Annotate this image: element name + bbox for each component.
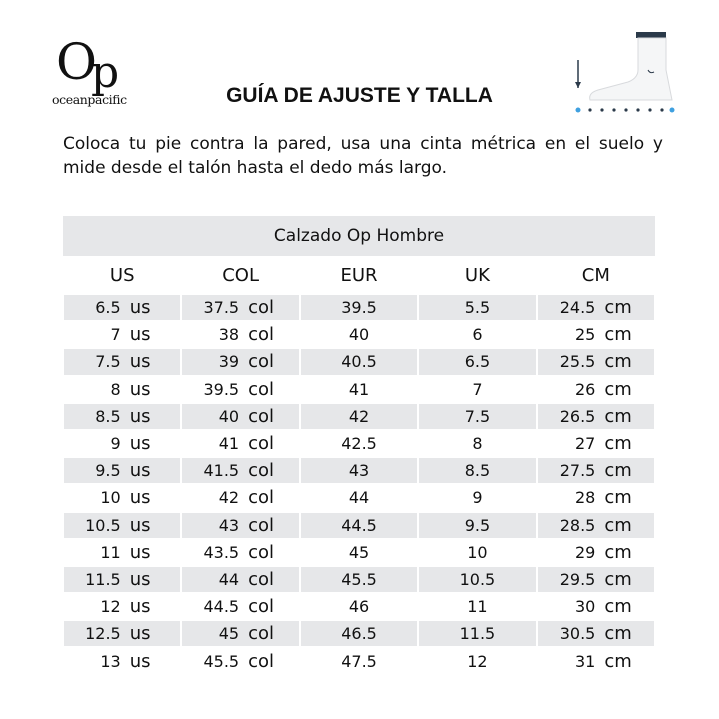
cell-cm [538, 322, 654, 347]
us-unit: us [129, 487, 151, 509]
col-unit: col [248, 324, 275, 346]
us-unit: us [129, 324, 151, 346]
cm-value: 29 [574, 542, 596, 562]
eur-value: 45.5 [341, 569, 377, 589]
cell-us [64, 295, 180, 320]
cell-eur [301, 567, 417, 592]
cell-uk [419, 377, 535, 402]
col-value: 42 [218, 488, 240, 508]
header-uk: UK [464, 264, 490, 286]
us-unit: us [129, 568, 151, 590]
cell-cm [538, 567, 654, 592]
table-header-row [63, 256, 655, 294]
cell-uk [419, 349, 535, 374]
cm-value: 25 [574, 325, 596, 345]
col-value: 41.5 [203, 461, 240, 481]
table-row [63, 539, 655, 566]
us-value: 12 [100, 597, 121, 617]
uk-value: 7.5 [464, 406, 491, 426]
cell-cm [538, 485, 654, 510]
cell-col [182, 648, 298, 673]
cell-eur [301, 540, 417, 565]
us-value: 12.5 [85, 624, 121, 644]
cm-value: 24.5 [559, 298, 596, 318]
cell-cm [538, 621, 654, 646]
cell-eur [301, 377, 417, 402]
cm-unit: cm [604, 297, 632, 319]
cell-col [182, 485, 298, 510]
eur-value: 44.5 [341, 515, 377, 535]
cell-col [182, 431, 298, 456]
uk-value: 7 [472, 379, 483, 399]
us-value: 9 [110, 434, 121, 454]
us-unit: us [129, 433, 151, 455]
cell-eur [301, 648, 417, 673]
col-unit: col [248, 433, 275, 455]
cell-cm [538, 349, 654, 374]
us-value: 7.5 [95, 352, 121, 372]
cell-col [182, 295, 298, 320]
table-row [63, 457, 655, 484]
cell-col [182, 349, 298, 374]
cm-unit: cm [604, 324, 632, 346]
uk-value: 5.5 [464, 298, 491, 318]
us-unit: us [129, 405, 151, 427]
col-unit: col [248, 460, 275, 482]
uk-value: 8 [472, 434, 483, 454]
cell-col [182, 322, 298, 347]
cell-us [64, 431, 180, 456]
cell-us [64, 404, 180, 429]
cm-unit: cm [604, 568, 632, 590]
us-unit: us [129, 650, 151, 672]
us-unit: us [129, 297, 151, 319]
table-row [63, 376, 655, 403]
cell-col [182, 513, 298, 538]
eur-value: 46.5 [341, 624, 377, 644]
table-row [63, 484, 655, 511]
logo-wordmark: oceanpacific [52, 92, 127, 107]
cm-unit: cm [604, 541, 632, 563]
cell-us [64, 594, 180, 619]
cell-us [64, 540, 180, 565]
cell-eur [301, 349, 417, 374]
cell-uk [419, 540, 535, 565]
cell-col [182, 404, 298, 429]
header-eur: EUR [340, 264, 378, 286]
us-value: 8.5 [95, 406, 121, 426]
cell-us [64, 349, 180, 374]
col-value: 37.5 [203, 298, 240, 318]
uk-value: 9.5 [464, 515, 491, 535]
cell-col [182, 621, 298, 646]
instructions-text: Coloca tu pie contra la pared, usa una cinta métrica en el suelo y mide desde el talón hasta el dedo más largo. [63, 134, 663, 178]
cell-eur [301, 431, 417, 456]
us-unit: us [129, 351, 151, 373]
cell-uk [419, 485, 535, 510]
cm-value: 27.5 [559, 461, 596, 481]
table-row [63, 430, 655, 457]
cell-col [182, 377, 298, 402]
cell-cm [538, 431, 654, 456]
uk-value: 10.5 [459, 569, 496, 589]
cell-cm [538, 540, 654, 565]
cell-col [182, 458, 298, 483]
cell-eur [301, 322, 417, 347]
uk-value: 9 [472, 488, 483, 508]
cell-eur [301, 404, 417, 429]
us-value: 13 [100, 651, 121, 671]
table-row [63, 403, 655, 430]
us-value: 11 [100, 542, 121, 562]
us-value: 7 [110, 325, 121, 345]
uk-value: 10 [467, 542, 488, 562]
size-table [63, 216, 655, 675]
cell-uk [419, 322, 535, 347]
cell-uk [419, 594, 535, 619]
cm-unit: cm [604, 433, 632, 455]
cell-us [64, 513, 180, 538]
col-value: 45.5 [203, 651, 240, 671]
cell-us [64, 621, 180, 646]
uk-value: 12 [467, 651, 488, 671]
table-row [63, 512, 655, 539]
cm-value: 30 [574, 597, 596, 617]
cm-value: 29.5 [559, 569, 596, 589]
col-unit: col [248, 596, 275, 618]
table-body [63, 294, 655, 675]
cm-unit: cm [604, 623, 632, 645]
col-value: 43.5 [203, 542, 240, 562]
eur-value: 47.5 [341, 651, 377, 671]
col-value: 45 [218, 624, 240, 644]
cm-unit: cm [604, 650, 632, 672]
header-us: US [109, 264, 135, 286]
col-value: 44 [218, 569, 240, 589]
table-row [63, 593, 655, 620]
col-value: 41 [218, 434, 240, 454]
cm-unit: cm [604, 460, 632, 482]
cm-unit: cm [604, 514, 632, 536]
col-value: 40 [218, 406, 240, 426]
uk-value: 11.5 [459, 624, 496, 644]
cm-value: 31 [574, 651, 596, 671]
cm-value: 26 [574, 379, 596, 399]
col-value: 43 [218, 515, 240, 535]
col-unit: col [248, 378, 275, 400]
table-row [63, 294, 655, 321]
eur-value: 41 [348, 379, 370, 399]
uk-value: 6 [472, 325, 483, 345]
cm-value: 28 [574, 488, 596, 508]
uk-value: 8.5 [464, 461, 491, 481]
cell-eur [301, 458, 417, 483]
cell-col [182, 567, 298, 592]
table-row [63, 620, 655, 647]
eur-value: 42 [348, 406, 370, 426]
cell-uk [419, 567, 535, 592]
cell-uk [419, 295, 535, 320]
us-value: 11.5 [85, 569, 121, 589]
cell-us [64, 458, 180, 483]
table-title: Calzado Op Hombre [63, 216, 655, 256]
foot-measure-icon [568, 30, 680, 122]
cell-cm [538, 295, 654, 320]
cell-cm [538, 458, 654, 483]
eur-value: 40.5 [341, 352, 377, 372]
us-value: 9.5 [95, 461, 121, 481]
eur-value: 40 [348, 325, 370, 345]
cell-us [64, 377, 180, 402]
table-row [63, 321, 655, 348]
col-unit: col [248, 623, 275, 645]
eur-value: 45 [348, 542, 370, 562]
cell-eur [301, 513, 417, 538]
eur-value: 39.5 [341, 298, 377, 318]
eur-value: 46 [348, 597, 370, 617]
cell-col [182, 594, 298, 619]
cell-col [182, 540, 298, 565]
us-unit: us [129, 460, 151, 482]
eur-value: 43 [348, 461, 370, 481]
header-col: COL [222, 264, 259, 286]
col-value: 44.5 [203, 597, 240, 617]
col-unit: col [248, 487, 275, 509]
eur-value: 42.5 [341, 434, 377, 454]
uk-value: 11 [467, 597, 488, 617]
cell-cm [538, 594, 654, 619]
us-value: 8 [110, 379, 121, 399]
us-value: 10.5 [85, 515, 121, 535]
us-unit: us [129, 623, 151, 645]
cell-eur [301, 621, 417, 646]
col-unit: col [248, 650, 275, 672]
col-unit: col [248, 541, 275, 563]
cell-uk [419, 458, 535, 483]
col-value: 39.5 [203, 379, 240, 399]
cell-uk [419, 648, 535, 673]
table-row [63, 647, 655, 674]
logo-mark: Op [56, 33, 114, 98]
cm-value: 30.5 [559, 624, 596, 644]
cell-cm [538, 377, 654, 402]
col-unit: col [248, 351, 275, 373]
table-row [63, 348, 655, 375]
cm-value: 28.5 [559, 515, 596, 535]
col-value: 39 [218, 352, 240, 372]
us-unit: us [129, 514, 151, 536]
cell-cm [538, 648, 654, 673]
cell-uk [419, 513, 535, 538]
cell-uk [419, 621, 535, 646]
uk-value: 6.5 [464, 352, 491, 372]
page-title: GUÍA DE AJUSTE Y TALLA [226, 84, 493, 107]
cell-eur [301, 295, 417, 320]
cell-us [64, 485, 180, 510]
cell-us [64, 567, 180, 592]
cell-us [64, 648, 180, 673]
cell-uk [419, 404, 535, 429]
cell-eur [301, 485, 417, 510]
cm-value: 25.5 [559, 352, 596, 372]
eur-value: 44 [348, 488, 370, 508]
col-unit: col [248, 405, 275, 427]
cm-unit: cm [604, 378, 632, 400]
us-unit: us [129, 596, 151, 618]
col-unit: col [248, 568, 275, 590]
col-unit: col [248, 514, 275, 536]
cm-value: 26.5 [559, 406, 596, 426]
col-value: 38 [218, 325, 240, 345]
us-value: 10 [100, 488, 121, 508]
us-unit: us [129, 378, 151, 400]
us-unit: us [129, 541, 151, 563]
cm-value: 27 [574, 434, 596, 454]
header-cm: CM [581, 264, 610, 286]
us-value: 6.5 [95, 298, 121, 318]
cm-unit: cm [604, 596, 632, 618]
cm-unit: cm [604, 487, 632, 509]
col-unit: col [248, 297, 275, 319]
cell-cm [538, 513, 654, 538]
cm-unit: cm [604, 351, 632, 373]
cell-cm [538, 404, 654, 429]
table-row [63, 566, 655, 593]
cell-us [64, 322, 180, 347]
cm-unit: cm [604, 405, 632, 427]
cell-uk [419, 431, 535, 456]
cell-eur [301, 594, 417, 619]
